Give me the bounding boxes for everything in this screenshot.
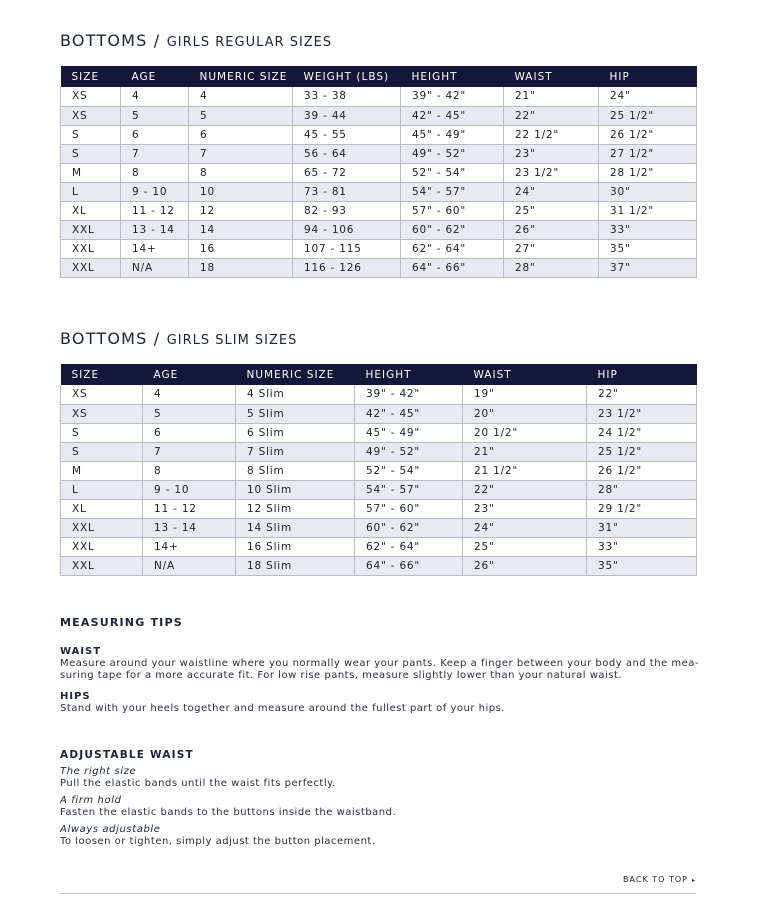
regular-header-cell: AGE xyxy=(121,66,189,87)
table-cell: 5 xyxy=(189,106,293,125)
regular-header-cell: HEIGHT xyxy=(401,66,504,87)
slim-header-cell: SIZE xyxy=(61,364,143,385)
slim-sizes-title xyxy=(60,329,297,348)
table-cell: S xyxy=(61,442,143,461)
hips-tip-title: HIPS xyxy=(60,691,91,702)
right-size-title: The right size xyxy=(60,766,137,777)
slim-header-row xyxy=(61,364,697,385)
regular-title-sub: GIRLS REGULAR SIZES xyxy=(166,35,333,50)
table-cell: 4 xyxy=(143,385,236,404)
table-cell: 45 - 55 xyxy=(293,125,401,144)
regular-header-cell: NUMERIC SIZE xyxy=(189,66,293,87)
table-cell: 19" xyxy=(463,385,587,404)
slim-header-cell: HEIGHT xyxy=(355,364,463,385)
table-row xyxy=(61,404,697,423)
regular-header-cell: WAIST xyxy=(504,66,599,87)
waist-tip-title: WAIST xyxy=(60,646,102,657)
table-cell: 16 xyxy=(189,239,293,258)
table-cell: 107 - 115 xyxy=(293,239,401,258)
table-cell: S xyxy=(61,144,121,163)
table-cell: 12 Slim xyxy=(236,499,355,518)
table-row xyxy=(61,258,697,277)
table-cell: 23" xyxy=(463,499,587,518)
table-cell: 21 1/2" xyxy=(463,461,587,480)
table-cell: 57" - 60" xyxy=(355,499,463,518)
table-cell: 54" - 57" xyxy=(355,480,463,499)
table-cell: 20" xyxy=(463,404,587,423)
table-cell: 6 xyxy=(189,125,293,144)
table-cell: 6 Slim xyxy=(236,423,355,442)
table-cell: 10 Slim xyxy=(236,480,355,499)
slim-title-main: BOTTOMS / xyxy=(60,329,161,348)
table-cell: 25" xyxy=(504,201,599,220)
table-cell: 29 1/2" xyxy=(587,499,697,518)
regular-header-cell: HIP xyxy=(599,66,697,87)
table-cell: 26 1/2" xyxy=(587,461,697,480)
back-to-top-link[interactable] xyxy=(623,875,696,884)
table-cell: 27" xyxy=(504,239,599,258)
table-cell: 9 - 10 xyxy=(121,182,189,201)
table-cell: 37" xyxy=(599,258,697,277)
table-cell: 64" - 66" xyxy=(355,556,463,575)
table-cell: 14 xyxy=(189,220,293,239)
table-cell: 30" xyxy=(599,182,697,201)
table-cell: 52" - 54" xyxy=(401,163,504,182)
table-cell: XL xyxy=(61,201,121,220)
bottom-divider xyxy=(60,893,696,894)
table-cell: 23" xyxy=(504,144,599,163)
table-cell: XXL xyxy=(61,537,143,556)
table-cell: 13 - 14 xyxy=(121,220,189,239)
table-cell: 26" xyxy=(463,556,587,575)
table-cell: 21" xyxy=(504,87,599,106)
table-cell: 42" - 45" xyxy=(355,404,463,423)
table-cell: 33" xyxy=(587,537,697,556)
table-cell: 39" - 42" xyxy=(401,87,504,106)
table-cell: 7 xyxy=(121,144,189,163)
table-cell: 42" - 45" xyxy=(401,106,504,125)
arrow-right-icon: ▸ xyxy=(691,877,696,884)
table-cell: 7 xyxy=(189,144,293,163)
table-cell: 26" xyxy=(504,220,599,239)
right-size-text: Pull the elastic bands until the waist fits perfectly. xyxy=(60,778,336,789)
table-cell: 10 xyxy=(189,182,293,201)
measuring-tips-heading: MEASURING TIPS xyxy=(60,616,183,629)
table-row xyxy=(61,201,697,220)
slim-size-table xyxy=(60,364,697,576)
table-row xyxy=(61,556,697,575)
table-cell: 11 - 12 xyxy=(143,499,236,518)
table-cell: 35" xyxy=(599,239,697,258)
table-row xyxy=(61,423,697,442)
regular-header-cell: WEIGHT (LBS) xyxy=(293,66,401,87)
table-cell: 20 1/2" xyxy=(463,423,587,442)
table-cell: 39 - 44 xyxy=(293,106,401,125)
table-cell: S xyxy=(61,423,143,442)
table-cell: 6 xyxy=(121,125,189,144)
table-cell: 7 xyxy=(143,442,236,461)
table-cell: XXL xyxy=(61,220,121,239)
table-cell: 28 1/2" xyxy=(599,163,697,182)
table-cell: M xyxy=(61,461,143,480)
regular-header-cell: SIZE xyxy=(61,66,121,87)
table-cell: 22 1/2" xyxy=(504,125,599,144)
slim-header-cell: HIP xyxy=(587,364,697,385)
table-cell: 54" - 57" xyxy=(401,182,504,201)
table-cell: 6 xyxy=(143,423,236,442)
table-row xyxy=(61,163,697,182)
table-row xyxy=(61,518,697,537)
table-cell: 8 xyxy=(121,163,189,182)
table-row xyxy=(61,106,697,125)
table-row xyxy=(61,239,697,258)
table-cell: 24" xyxy=(504,182,599,201)
table-cell: L xyxy=(61,182,121,201)
adjustable-waist-heading: ADJUSTABLE WAIST xyxy=(60,749,194,761)
table-cell: 11 - 12 xyxy=(121,201,189,220)
table-row xyxy=(61,87,697,106)
firm-hold-title: A firm hold xyxy=(60,795,122,806)
table-cell: 8 xyxy=(189,163,293,182)
table-cell: 31" xyxy=(587,518,697,537)
table-cell: N/A xyxy=(121,258,189,277)
table-row xyxy=(61,125,697,144)
table-cell: 16 Slim xyxy=(236,537,355,556)
table-cell: 82 - 93 xyxy=(293,201,401,220)
table-cell: 23 1/2" xyxy=(504,163,599,182)
table-row xyxy=(61,537,697,556)
table-cell: 39" - 42" xyxy=(355,385,463,404)
table-row xyxy=(61,220,697,239)
table-cell: 35" xyxy=(587,556,697,575)
table-cell: XS xyxy=(61,385,143,404)
table-row xyxy=(61,385,697,404)
regular-header-row xyxy=(61,66,697,87)
table-cell: 62" - 64" xyxy=(355,537,463,556)
table-cell: 56 - 64 xyxy=(293,144,401,163)
table-cell: 45" - 49" xyxy=(355,423,463,442)
table-cell: 5 xyxy=(121,106,189,125)
table-cell: 25 1/2" xyxy=(599,106,697,125)
table-cell: 4 Slim xyxy=(236,385,355,404)
table-row xyxy=(61,182,697,201)
regular-size-table xyxy=(60,66,697,278)
table-cell: 12 xyxy=(189,201,293,220)
slim-header-cell: NUMERIC SIZE xyxy=(236,364,355,385)
slim-title-sub: GIRLS SLIM SIZES xyxy=(166,333,298,348)
table-cell: L xyxy=(61,480,143,499)
waist-tip-text: Measure around your waistline where you normally wear your pants. Keep a finger between your body and the mea-suring tape for a more accurate fit. For low rise pants, measure slightly lower than your natural waist. xyxy=(60,658,700,681)
table-cell: 14+ xyxy=(143,537,236,556)
hips-tip-text: Stand with your heels together and measure around the fullest part of your hips. xyxy=(60,703,505,714)
firm-hold-text: Fasten the elastic bands to the buttons inside the waistband. xyxy=(60,807,397,818)
table-cell: 60" - 62" xyxy=(401,220,504,239)
table-row xyxy=(61,499,697,518)
table-cell: 8 xyxy=(143,461,236,480)
table-cell: XXL xyxy=(61,556,143,575)
table-cell: 21" xyxy=(463,442,587,461)
table-cell: 23 1/2" xyxy=(587,404,697,423)
table-cell: 65 - 72 xyxy=(293,163,401,182)
table-cell: 45" - 49" xyxy=(401,125,504,144)
table-cell: 5 Slim xyxy=(236,404,355,423)
table-cell: 27 1/2" xyxy=(599,144,697,163)
table-cell: 4 xyxy=(121,87,189,106)
table-cell: 14 Slim xyxy=(236,518,355,537)
table-cell: 8 Slim xyxy=(236,461,355,480)
regular-sizes-title xyxy=(60,31,332,50)
table-cell: 94 - 106 xyxy=(293,220,401,239)
table-row xyxy=(61,144,697,163)
table-cell: 31 1/2" xyxy=(599,201,697,220)
always-adjustable-title: Always adjustable xyxy=(60,824,161,835)
table-cell: 33" xyxy=(599,220,697,239)
table-cell: 49" - 52" xyxy=(401,144,504,163)
table-row xyxy=(61,442,697,461)
table-row xyxy=(61,480,697,499)
table-cell: 5 xyxy=(143,404,236,423)
table-cell: 57" - 60" xyxy=(401,201,504,220)
table-cell: XXL xyxy=(61,518,143,537)
table-cell: 25" xyxy=(463,537,587,556)
table-cell: 24" xyxy=(599,87,697,106)
table-cell: XS xyxy=(61,106,121,125)
table-cell: 22" xyxy=(463,480,587,499)
table-cell: M xyxy=(61,163,121,182)
table-cell: 18 xyxy=(189,258,293,277)
table-cell: XXL xyxy=(61,239,121,258)
always-adjustable-text: To loosen or tighten, simply adjust the button placement. xyxy=(60,836,376,847)
table-cell: 24 1/2" xyxy=(587,423,697,442)
table-cell: XXL xyxy=(61,258,121,277)
table-cell: 33 - 38 xyxy=(293,87,401,106)
table-cell: 64" - 66" xyxy=(401,258,504,277)
table-cell: 28" xyxy=(504,258,599,277)
back-to-top-label: BACK TO TOP xyxy=(623,875,688,884)
table-cell: 22" xyxy=(587,385,697,404)
table-cell: 9 - 10 xyxy=(143,480,236,499)
regular-title-main: BOTTOMS / xyxy=(60,31,161,50)
table-cell: 116 - 126 xyxy=(293,258,401,277)
table-cell: 24" xyxy=(463,518,587,537)
table-cell: 60" - 62" xyxy=(355,518,463,537)
table-cell: 4 xyxy=(189,87,293,106)
table-row xyxy=(61,461,697,480)
table-cell: S xyxy=(61,125,121,144)
table-cell: 52" - 54" xyxy=(355,461,463,480)
table-cell: 22" xyxy=(504,106,599,125)
table-cell: 25 1/2" xyxy=(587,442,697,461)
table-cell: 49" - 52" xyxy=(355,442,463,461)
slim-header-cell: WAIST xyxy=(463,364,587,385)
table-cell: 28" xyxy=(587,480,697,499)
table-cell: XS xyxy=(61,404,143,423)
table-cell: 18 Slim xyxy=(236,556,355,575)
table-cell: 7 Slim xyxy=(236,442,355,461)
table-cell: N/A xyxy=(143,556,236,575)
table-cell: 13 - 14 xyxy=(143,518,236,537)
table-cell: 73 - 81 xyxy=(293,182,401,201)
slim-header-cell: AGE xyxy=(143,364,236,385)
table-cell: XS xyxy=(61,87,121,106)
table-cell: XL xyxy=(61,499,143,518)
table-cell: 26 1/2" xyxy=(599,125,697,144)
table-cell: 14+ xyxy=(121,239,189,258)
table-cell: 62" - 64" xyxy=(401,239,504,258)
